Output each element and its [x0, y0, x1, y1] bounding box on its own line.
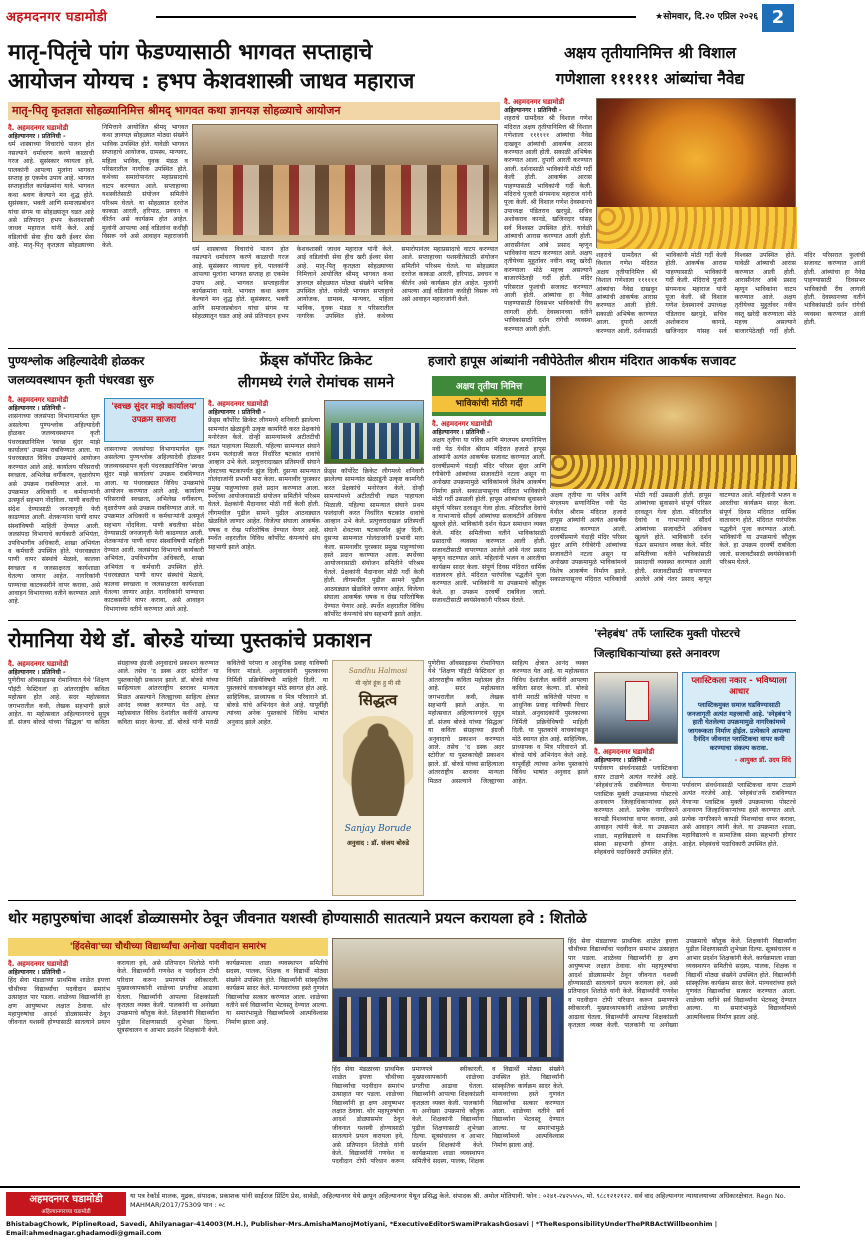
story-ahilya-body-col1: [8, 396, 100, 616]
story-ganesh-body-left: [504, 98, 592, 344]
book-author-script: Sandhu Halmosi: [348, 667, 408, 675]
article-body: शासनाच्या जलसंपदा विभागामार्फत सुरू असलेल्या पुण्यश्लोक अहिल्यादेवी होळकर जलव्यवस्थापन कृती पंधरवड्यानिमित्त 'स्वच्छ सुंदर माझे कार्यालय' उपक्रम राबविण्यात आला. या पंधरवड्यात विविध उपक्रमांचे आयोजन करण्यात आले आहे. कार्यालय परिसराची स्वच्छता, अभिलेख वर्गीकरण, वृक्षारोपण असे उपक्रम राबविण्यात आले. या उपक्रमात अधिकारी व कर्मचाऱ्यांनी उत्स्फूर्त सहभाग नोंदविला. पाणी बचतीचा संदेश देण्यासाठी जनजागृती फेरी काढण्यात आली. शेतकऱ्यांना पाणी वापर संस्थांविषयी माहिती देण्यात आली. जलसंपदा विभागाचे कार्यकारी अभियंता, उपविभागीय अधिकारी, शाखा अभियंता व कर्मचारी उपस्थित होते. पंधरवड्यात पाणी वापर संस्थांचे मेळावे, कालवा स्वच्छता व जलसाक्षरता कार्यशाळा घेतल्या जाणार आहेत. नागरिकांनी पाण्याचा काटकसरीने वापर करावा, असे आवाहन विभागाच्या वतीने करण्यात आले आहे.: [8, 413, 100, 606]
headline-line-2: जिल्हाधिकाऱ्यांच्या हस्ते अनावरण: [594, 648, 720, 660]
story-romania-body-continued: [428, 660, 588, 896]
callout-line-1: अक्षय तृतीया निमित्त: [455, 382, 523, 392]
story-plastic-body: [594, 748, 678, 896]
book-line: मी न्होरं हूंक हु मी सी: [355, 680, 401, 687]
article-body-continued: पुणेरीया ऑवसाइडन्स रोमानियात येथे 'शिक्षण पॉइंटी फेस्टिवल' हा आंतरराष्ट्रीय कविता महोत्सव होत आहे. सदर महोत्सवात जगभरातील कवी, लेखक सहभागी झाले आहेत. या महोत्सवात अहिल्यानगरचे सुपुत्र डॉ. संजय बोरुडे यांच्या 'सिद्धत्व' या कविता संग्रहाच्या इंग्रजी अनुवादाचे प्रकाशन करण्यात आले. तसेच 'द डस्क अदर स्टोरीज' या पुस्तकाचेही प्रकाशन झाले. डॉ. बोरुडे यांच्या साहित्याला आंतरराष्ट्रीय स्तरावर मान्यता मिळत असल्याने जिल्ह्याच्या साहित्य क्षेत्रात आनंद व्यक्त करण्यात येत आहे. या महोत्सवात विविध देशांतील कवींनी आपल्या कविता सादर केल्या. डॉ. बोरुडे यांनी मराठी कवितेची परंपरा व आधुनिक प्रवाह याविषयी विचार मांडले. अनुवादकांनी पुस्तकाच्या निर्मिती प्रक्रियेविषयी माहिती दिली. या पुस्तकांचे वाचकांकडून मोठे स्वागत होत आहे. साहित्यिक, प्राध्यापक व मित्र परिवाराने डॉ. बोरुडे यांचे अभिनंदन केले आहे. यापूर्वीही त्यांच्या अनेक पुस्तकांचे विविध भाषांत अनुवाद झाले आहेत.: [428, 660, 588, 785]
story-bhagwat-headline: [8, 38, 500, 100]
photo-figures: [203, 165, 489, 235]
dateline: अहिल्यानगर । प्रतिनिधी -: [594, 757, 652, 764]
story-ganesh-body-continued: [596, 252, 865, 344]
subheading-text: मातृ-पितृ कृतज्ञता सोहळ्यानिमित्त श्रीमद् भागवत कथा ज्ञानयज्ञ सोहळ्याचे आयोजन: [12, 104, 341, 117]
article-body: हिंद सेवा मंडळाच्या प्राथमिक शाळेत इयत्ता चौथीच्या विद्यार्थ्यांचा पदवीदान समारंभ उत्साहात पार पडला. शाळेच्या विद्यार्थ्यांनी हा क्षण आयुष्यभर लक्षात ठेवावा. थोर महापुरुषांचा आदर्श डोळ्यासमोर ठेवून जीवनात यशस्वी होण्यासाठी सातत्याने प्रयत्न करायला हवे, असे प्रतिपादन शितोळे यांनी केले. विद्यार्थ्यांनी गणवेश व पदवीदान टोपी परिधान करून प्रमाणपत्रे स्वीकारली. मुख्याध्यापकांनी शाळेच्या प्रगतीचा आढावा घेतला. विद्यार्थ्यांनी आपल्या शिक्षकांप्रती कृतज्ञता व्यक्त केली. पालकांनी या अनोख्या उपक्रमाचे कौतुक केले. शिक्षकांनी विद्यार्थ्यांना पुढील शिक्षणासाठी शुभेच्छा दिल्या. सूत्रसंचालन व आभार प्रदर्शन शिक्षकांनी केले. कार्यक्रमाला शाळा व्यवस्थापन समितीचे सदस्य, पालक, शिक्षक व विद्यार्थी मोठ्या संख्येने उपस्थित होते. विद्यार्थ्यांनी सांस्कृतिक कार्यक्रम सादर केले. मान्यवरांच्या हस्ते गुणवंत विद्यार्थ्यांचा सत्कार करण्यात आला. शाळेच्या वतीने सर्व विद्यार्थ्यांना भेटवस्तू देण्यात आल्या. या समारंभामुळे विद्यार्थ्यांमध्ये आत्मविश्वास निर्माण झाला आहे.: [8, 960, 328, 1035]
article-body: पर्यावरण संवर्धनासाठी प्लास्टिकचा वापर टाळणे अत्यंत गरजेचे आहे. 'स्नेहबंध'तर्फे राबविण्यात येणाऱ्या प्लास्टिक मुक्ती उपक्रमाच्या पोस्टरचे अनावरण जिल्हाधिकाऱ्यांच्या हस्ते करण्यात आले. प्रत्येक नागरिकाने कापडी पिशव्यांचा वापर करावा, असे आवाहन त्यांनी केले. या उपक्रमात शाळा, महाविद्यालये व सामाजिक संस्था सहभागी होणार आहेत. स्नेहबंधचे पदाधिकारी उपस्थित होते.: [594, 765, 678, 857]
dateline: अहिल्यानगर । प्रतिनिधी -: [8, 669, 66, 676]
poster-title: प्लास्टिकला नकार - भविष्याला आधार: [691, 676, 787, 697]
divider: [8, 348, 796, 349]
story-ganesh-headline: [504, 40, 796, 96]
callout-text: 'हिंदसेवा'च्या चौथीच्या विद्यार्थ्यांचा अनोखा पदवीदान समारंभ: [69, 942, 267, 952]
story-romania-body: [8, 660, 328, 896]
story-bhagwat-body: [8, 124, 188, 344]
story-school-body: [8, 960, 328, 1182]
byline: दै. अहमदनगर घडामोडी: [594, 748, 655, 756]
story-bhagwat-subheading: [8, 102, 500, 120]
article-body: पुणेरीया ऑवसाइडन्स रोमानियात येथे 'शिक्षण पॉइंटी फेस्टिवल' हा आंतरराष्ट्रीय कविता महोत्सव होत आहे. सदर महोत्सवात जगभरातील कवी, लेखक सहभागी झाले आहेत. या महोत्सवात अहिल्यानगरचे सुपुत्र डॉ. संजय बोरुडे यांच्या 'सिद्धत्व' या कविता संग्रहाच्या इंग्रजी अनुवादाचे प्रकाशन करण्यात आले. तसेच 'द डस्क अदर स्टोरीज' या पुस्तकाचेही प्रकाशन झाले. डॉ. बोरुडे यांच्या साहित्याला आंतरराष्ट्रीय स्तरावर मान्यता मिळत असल्याने जिल्ह्याच्या साहित्य क्षेत्रात आनंद व्यक्त करण्यात येत आहे. या महोत्सवात विविध देशांतील कवींनी आपल्या कविता सादर केल्या. डॉ. बोरुडे यांनी मराठी कवितेची परंपरा व आधुनिक प्रवाह याविषयी विचार मांडले. अनुवादकांनी पुस्तकाच्या निर्मिती प्रक्रियेविषयी माहिती दिली. या पुस्तकांचे वाचकांकडून मोठे स्वागत होत आहे. साहित्यिक, प्राध्यापक व मित्र परिवाराने डॉ. बोरुडे यांचे अभिनंदन केले आहे. यापूर्वीही त्यांच्या अनेक पुस्तकांचे विविध भाषांत अनुवाद झाले आहेत.: [8, 660, 328, 727]
mango-stack: [597, 207, 797, 249]
school-callout-bar: [8, 938, 328, 956]
story-cricket-body-continued: [324, 468, 424, 616]
ahilya-callout-box: [104, 398, 204, 442]
mango-decoration: [551, 455, 797, 489]
article-body: धर्म शास्त्राच्या विचारांचे पालन होत नसल्याने धर्माचरण करणे काळाची गरज आहे. सुसंस्कार व्यायला हवे, पालकांनी आपल्या मुलांना भागवत सप्ताह हा एकमेव उपाय आहे. भागवत सप्ताहातील कार्यक्रमांना यावे. भागवत कथा श्रवण केल्याने मन शुद्ध होते. सुसंस्कार, भक्ती आणि समाजप्रबोधन यांचा संगम या सोहळ्यातून घडत आहे असे प्रतिपादन हभप केशवशास्त्री जाधव महाराज यांनी केले. आई वडिलांची सेवा हीच खरी ईश्वर सेवा आहे. मातृ-पितृ कृतज्ञता सोहळ्याच्या निमित्ताने आयोजित श्रीमद् भागवत कथा ज्ञानयज्ञ सोहळ्यात मोठ्या संख्येने भाविक उपस्थित होते. यावेळी भागवत सप्ताहाचे आयोजक, ग्रामस्थ, मान्यवर, महिला भाविक, युवक मंडळ व परिसरातील नागरिक उपस्थित होते. कथेच्या समारोपानंतर महाप्रसादाचे वाटप करण्यात आले. सप्ताहाच्या यशस्वीतेसाठी संयोजन समितीने परिश्रम घेतले. या सोहळ्यात दररोज काकडा आरती, हरिपाठ, प्रवचन व कीर्तन असे कार्यक्रम होत आहेत. मुलांनी आपल्या आई वडिलांना कधीही विसरू नये असे आवाहन महाराजांनी केले.: [8, 124, 188, 250]
article-body-continued: धर्म शास्त्राच्या विचारांचे पालन होत नसल्याने धर्माचरण करणे काळाची गरज आहे. सुसंस्कार व्यायला हवे, पालकांनी आपल्या मुलांना भागवत सप्ताह हा एकमेव उपाय आहे. भागवत सप्ताहातील कार्यक्रमांना यावे. भागवत कथा श्रवण केल्याने मन शुद्ध होते. सुसंस्कार, भक्ती आणि समाजप्रबोधन यांचा संगम या सोहळ्यातून घडत आहे असे प्रतिपादन हभप केशवशास्त्री जाधव महाराज यांनी केले. आई वडिलांची सेवा हीच खरी ईश्वर सेवा आहे. मातृ-पितृ कृतज्ञता सोहळ्याच्या निमित्ताने आयोजित श्रीमद् भागवत कथा ज्ञानयज्ञ सोहळ्यात मोठ्या संख्येने भाविक उपस्थित होते. यावेळी भागवत सप्ताहाचे आयोजक, ग्रामस्थ, मान्यवर, महिला भाविक, युवक मंडळ व परिसरातील नागरिक उपस्थित होते. कथेच्या समारोपानंतर महाप्रसादाचे वाटप करण्यात आले. सप्ताहाच्या यशस्वीतेसाठी संयोजन समितीने परिश्रम घेतले. या सोहळ्यात दररोज काकडा आरती, हरिपाठ, प्रवचन व कीर्तन असे कार्यक्रम होत आहेत. मुलांनी आपल्या आई वडिलांना कधीही विसरू नये असे आवाहन महाराजांनी केले.: [192, 246, 498, 321]
masthead-paper-name: अहमदनगर घडामोडी: [6, 10, 108, 25]
story-cricket-headline: [208, 350, 424, 396]
footer-logo: [6, 1192, 126, 1216]
poster-text: प्लास्टिकमुक्त समाज घडविण्यासाठी जनजागृती अत्यंत महत्त्वाची आहे. 'स्नेहबंध'ने हाती घेतलेल्या उपक्रमामुळे नागरिकांमध्ये जागरूकता निर्माण होईल. प्रत्येकाने आपल्या दैनंदिन जीवनात प्लास्टिकचा वापर कमी करण्याचा संकल्प करावा.: [687, 701, 791, 752]
masthead-rule: [156, 16, 636, 18]
headline-line-1: अक्षय तृतीयानिमित्त श्री विशाल: [563, 44, 737, 62]
dateline: अहिल्यानगर । प्रतिनिधी -: [432, 429, 490, 436]
headline-line-1: फ्रेंड्स कॉर्पोरेट क्रिकेट: [259, 353, 373, 369]
footer-imprint-1: या पत्र रेकॉर्ड मालक, मुद्रक, संपादक, प्रकाशक यांनी साईराज प्रिंटिंग प्रेस, सावेडी, अहिल्यानगर येथे छापून अहिल्यानगर येथून प्रसिद्ध केले. संपादक श्री. अमोल मोतियानी. फोन : ०२४१-२४२५५५५, मो. ९८८१२१२१२२. सर्व वाद अहिल्यानगर न्यायालयाच्या अधिकारक्षेत्रात. Regn No. MAHMAR/2017/75309 पान : ०८: [130, 1192, 786, 1209]
byline: दै. अहमदनगर घडामोडी: [504, 98, 565, 106]
story-romania-headline: [8, 624, 588, 656]
story-mango-body: [432, 420, 546, 616]
headline-line-2: आयोजन योग्यच : हभप केशवशास्त्री जाधव महाराज: [8, 69, 415, 94]
divider: [8, 620, 796, 621]
byline: दै. अहमदनगर घडामोडी: [8, 660, 69, 668]
byline: दै. अहमदनगर घडामोडी: [432, 420, 493, 428]
article-body-continued: शासनाच्या जलसंपदा विभागामार्फत सुरू असलेल्या पुण्यश्लोक अहिल्यादेवी होळकर जलव्यवस्थापन कृती पंधरवड्यानिमित्त 'स्वच्छ सुंदर माझे कार्यालय' उपक्रम राबविण्यात आला. या पंधरवड्यात विविध उपक्रमांचे आयोजन करण्यात आले आहे. कार्यालय परिसराची स्वच्छता, अभिलेख वर्गीकरण, वृक्षारोपण असे उपक्रम राबविण्यात आले. या उपक्रमात अधिकारी व कर्मचाऱ्यांनी उत्स्फूर्त सहभाग नोंदविला. पाणी बचतीचा संदेश देण्यासाठी जनजागृती फेरी काढण्यात आली. शेतकऱ्यांना पाणी वापर संस्थांविषयी माहिती देण्यात आली. जलसंपदा विभागाचे कार्यकारी अभियंता, उपविभागीय अधिकारी, शाखा अभियंता व कर्मचारी उपस्थित होते. पंधरवड्यात पाणी वापर संस्थांचे मेळावे, कालवा स्वच्छता व जलसाक्षरता कार्यशाळा घेतल्या जाणार आहेत. नागरिकांनी पाण्याचा काटकसरीने वापर करावा, असे आवाहन विभागाच्या वतीने करण्यात आले आहे.: [104, 446, 204, 613]
dateline: अहिल्यानगर । प्रतिनिधी -: [8, 405, 66, 412]
headline-text: हजारो हापूस आंब्यांनी नवीपेठेतील श्रीराम मंदिरात आकर्षक सजावट: [428, 353, 736, 368]
graduates-row: [339, 997, 559, 1057]
article-body-continued: हिंद सेवा मंडळाच्या प्राथमिक शाळेत इयत्ता चौथीच्या विद्यार्थ्यांचा पदवीदान समारंभ उत्साहात पार पडला. शाळेच्या विद्यार्थ्यांनी हा क्षण आयुष्यभर लक्षात ठेवावा. थोर महापुरुषांचा आदर्श डोळ्यासमोर ठेवून जीवनात यशस्वी होण्यासाठी सातत्याने प्रयत्न करायला हवे, असे प्रतिपादन शितोळे यांनी केले. विद्यार्थ्यांनी गणवेश व पदवीदान टोपी परिधान करून प्रमाणपत्रे स्वीकारली. मुख्याध्यापकांनी शाळेच्या प्रगतीचा आढावा घेतला. विद्यार्थ्यांनी आपल्या शिक्षकांप्रती कृतज्ञता व्यक्त केली. पालकांनी या अनोख्या उपक्रमाचे कौतुक केले. शिक्षकांनी विद्यार्थ्यांना पुढील शिक्षणासाठी शुभेच्छा दिल्या. सूत्रसंचालन व आभार प्रदर्शन शिक्षकांनी केले. कार्यक्रमाला शाळा व्यवस्थापन समितीचे सदस्य, पालक, शिक्षक व विद्यार्थी मोठ्या संख्येने उपस्थित होते. विद्यार्थ्यांनी सांस्कृतिक कार्यक्रम सादर केले. मान्यवरांच्या हस्ते गुणवंत विद्यार्थ्यांचा सत्कार करण्यात आला. शाळेच्या वतीने सर्व विद्यार्थ्यांना भेटवस्तू देण्यात आल्या. या समारंभामुळे विद्यार्थ्यांमध्ये आत्मविश्वास निर्माण झाला आहे.: [332, 1066, 564, 1166]
dateline: अहिल्यानगर । प्रतिनिधी -: [8, 969, 66, 976]
footer-tagline: अहिल्यानगरच्या घडामोडी: [41, 1209, 91, 1215]
byline: दै. अहमदनगर घडामोडी: [208, 400, 269, 408]
footer-paper-name: अहमदनगर घडामोडी: [29, 1194, 103, 1205]
meditation-figure-icon: [343, 716, 413, 816]
cricket-team-photo: [324, 400, 424, 464]
mango-callout-box: [432, 376, 546, 416]
story-cricket-body: [208, 400, 320, 616]
masthead-logo: [6, 6, 156, 28]
article-body-continued: शहराचे ग्रामदैवत श्री विशाल गणेश मंदिरात अक्षय तृतीयानिमित्त श्री विशाल गणेशाला ११११११ आंब्यांचा नैवेद्य दाखवून आंब्यांची आकर्षक आरास करण्यात आली होती. सकाळी अभिषेक करण्यात आला. दुपारी आरती करण्यात आली. दर्शनासाठी भाविकांनी मोठी गर्दी केली होती. आकर्षक आरास पाहण्यासाठी भाविकांनी गर्दी केली. मंदिराचे पुजारी संगमनाथ महाराज यांनी पूजा केली. श्री विशाल गणेश देवस्थानचे उपाध्यक्ष पंडितराव खरपुडे, सचिव अशोकराव कानडे, खजिनदार यांसह सर्व विश्वस्त उपस्थित होते. यावेळी आंब्याची आरास करण्यात आली होती. आरासीनंतर आंबे प्रसाद म्हणून भाविकांना वाटप करण्यात आले. अक्षय तृतीयेच्या मुहूर्तावर नवीन वस्तू खरेदी करण्याला मोठे महत्त्व असल्याने बाजारपेठेतही गर्दी होती. मंदिर परिसरात फुलांची सजावट करण्यात आली होती. आंब्यांचा हा नैवेद्य पाहण्यासाठी दिवसभर भाविकांची रीघ लागली होती. देवस्थानच्या वतीने भाविकांसाठी दर्शन रांगेची व्यवस्था करण्यात आली होती.: [596, 252, 865, 335]
dateline: अहिल्यानगर । प्रतिनिधी -: [504, 107, 562, 114]
byline: दै. अहमदनगर घडामोडी: [8, 960, 69, 968]
book-title: सिद्धत्व: [358, 691, 398, 709]
footer-imprint-2: BhistabagChowk, PiplineRoad, Savedi, Ahilyanagar-414003(M.H.), Publisher-Mrs.AmishaManojMotiyani, *ExecutiveEditorSwamiPrakashGosavi | *TheResponsibilityUnderThePRBActWillbeonhim | Email:ahmednagar.ghadamodi@gmail.com: [6, 1220, 718, 1237]
poster-credit: - आयुक्त डॉ. उदय शिंदे: [734, 755, 791, 764]
headline-line-2: गणेशाला ११११११ आंब्यांचा नैवेद्य: [555, 70, 745, 88]
shriram-temple-photo: [550, 376, 796, 488]
callout-text: 'स्वच्छ सुंदर माझे कार्यालय' उपक्रम साजरा: [111, 402, 197, 425]
article-body-right: हिंद सेवा मंडळाच्या प्राथमिक शाळेत इयत्ता चौथीच्या विद्यार्थ्यांचा पदवीदान समारंभ उत्साहात पार पडला. शाळेच्या विद्यार्थ्यांनी हा क्षण आयुष्यभर लक्षात ठेवावा. थोर महापुरुषांचा आदर्श डोळ्यासमोर ठेवून जीवनात यशस्वी होण्यासाठी सातत्याने प्रयत्न करायला हवे, असे प्रतिपादन शितोळे यांनी केले. विद्यार्थ्यांनी गणवेश व पदवीदान टोपी परिधान करून प्रमाणपत्रे स्वीकारली. मुख्याध्यापकांनी शाळेच्या प्रगतीचा आढावा घेतला. विद्यार्थ्यांनी आपल्या शिक्षकांप्रती कृतज्ञता व्यक्त केली. पालकांनी या अनोख्या उपक्रमाचे कौतुक केले. शिक्षकांनी विद्यार्थ्यांना पुढील शिक्षणासाठी शुभेच्छा दिल्या. सूत्रसंचालन व आभार प्रदर्शन शिक्षकांनी केले. कार्यक्रमाला शाळा व्यवस्थापन समितीचे सदस्य, पालक, शिक्षक व विद्यार्थी मोठ्या संख्येने उपस्थित होते. विद्यार्थ्यांनी सांस्कृतिक कार्यक्रम सादर केले. मान्यवरांच्या हस्ते गुणवंत विद्यार्थ्यांचा सत्कार करण्यात आला. शाळेच्या वतीने सर्व विद्यार्थ्यांना भेटवस्तू देण्यात आल्या. या समारंभामुळे विद्यार्थ्यांमध्ये आत्मविश्वास निर्माण झाला आहे.: [568, 938, 796, 1030]
dateline: अहिल्यानगर । प्रतिनिधी -: [208, 409, 266, 416]
ganesh-mango-photo: [596, 98, 796, 248]
divider: [8, 900, 796, 901]
story-school-body-right: [568, 938, 796, 1124]
graduation-group-photo: [332, 938, 564, 1062]
headline-line-2: लीगमध्ये रंगले रोमांचक सामने: [237, 375, 395, 391]
byline: दै. अहमदनगर घडामोडी: [8, 124, 69, 132]
plastic-quote-box: [682, 672, 796, 778]
headline-text: रोमानिया येथे डॉ. बोरुडे यांच्या पुस्तकांचे प्रकाशन: [8, 628, 372, 652]
callout-line-2: भाविकांची मोठी गर्दी: [432, 396, 546, 412]
article-body: शहराचे ग्रामदैवत श्री विशाल गणेश मंदिरात अक्षय तृतीयानिमित्त श्री विशाल गणेशाला ११११११ आंब्यांचा नैवेद्य दाखवून आंब्यांची आकर्षक आरास करण्यात आली होती. सकाळी अभिषेक करण्यात आला. दुपारी आरती करण्यात आली. दर्शनासाठी भाविकांनी मोठी गर्दी केली होती. आकर्षक आरास पाहण्यासाठी भाविकांनी गर्दी केली. मंदिराचे पुजारी संगमनाथ महाराज यांनी पूजा केली. श्री विशाल गणेश देवस्थानचे उपाध्यक्ष पंडितराव खरपुडे, सचिव अशोकराव कानडे, खजिनदार यांसह सर्व विश्वस्त उपस्थित होते. यावेळी आंब्याची आरास करण्यात आली होती. आरासीनंतर आंबे प्रसाद म्हणून भाविकांना वाटप करण्यात आले. अक्षय तृतीयेच्या मुहूर्तावर नवीन वस्तू खरेदी करण्याला मोठे महत्त्व असल्याने बाजारपेठेतही गर्दी होती. मंदिर परिसरात फुलांची सजावट करण्यात आली होती. आंब्यांचा हा नैवेद्य पाहण्यासाठी दिवसभर भाविकांची रीघ लागली होती. देवस्थानच्या वतीने भाविकांसाठी दर्शन रांगेची व्यवस्था करण्यात आली होती.: [504, 115, 592, 333]
article-body: अक्षय तृतीया या पवित्र आणि मंगलमय सणानिमित्त नवी पेठ येथील श्रीराम मंदिरात हजारो हापूस आंब्यांनी अत्यंत आकर्षक सजावट करण्यात आली. दरवर्षीप्रमाणे यंदाही मंदिर परिसर सुंदर आणि रंगीबेरंगी आंब्यांच्या सजावटीने नटला असून या अनोख्या उपक्रमामुळे भाविकांमध्ये विशेष आकर्षण निर्माण झाले. सकाळपासूनच मंदिरात भाविकांची मोठी गर्दी उसळली होती. हापूस आंब्यांच्या सुवासाने संपूर्ण परिसर दरवळून गेला होता. मंदिरातील देवांचे व गाभाऱ्याचे सौंदर्य आंब्यांच्या सजावटीने अधिकच खुलले होते. भाविकांनी दर्शन घेऊन समाधान व्यक्त केले. मंदिर समितीच्या वतीने भाविकांसाठी प्रसादाची व्यवस्था करण्यात आली होती. सजावटीसाठी वापरण्यात आलेले आंबे नंतर प्रसाद म्हणून वाटण्यात आले. महिलांनी भजन व आरतीचा कार्यक्रम सादर केला. संपूर्ण दिवस मंदिरात धार्मिक वातावरण होते. मंदिरात पारंपरिक पद्धतीने पूजा करण्यात आली. भाविकांनी या उपक्रमाचे कौतुक केले. हा उपक्रम दरवर्षी राबविला जातो. सजावटीसाठी स्वयंसेवकांनी परिश्रम घेतले.: [432, 437, 546, 605]
book-signature: Sanjay Borude: [344, 824, 412, 834]
story-ahilya-headline: [8, 352, 204, 392]
plastic-poster-photo: [594, 672, 678, 744]
dateline: अहिल्यानगर । प्रतिनिधी -: [8, 133, 66, 140]
team-players: [331, 423, 419, 459]
story-plastic-body-continued: [682, 782, 796, 896]
book-translator: अनुवाद : डॉ. संजय बोरुडे: [346, 839, 410, 847]
book-cover: [332, 660, 424, 896]
story-school-body-continued: [332, 1066, 564, 1182]
story-mango-headline: [428, 350, 796, 372]
bhagwat-ceremony-photo: [192, 124, 498, 242]
poster-board: [625, 681, 649, 721]
footer: [0, 1186, 800, 1248]
article-body-continued: फ्रेंड्स कॉर्पोरेट क्रिकेट लीगमध्ये शनिवारी झालेल्या सामन्यांत खेळाडूंनी उत्कृष्ट कामगिरी करत प्रेक्षकांचे मनोरंजन केले. दोन्ही सामन्यांमध्ये अटीतटीची लढत पाहायला मिळाली. पहिल्या सामन्यात संघाने प्रथम फलंदाजी करत निर्धारित षटकांत धावांचे आव्हान उभे केले. प्रत्युत्तरादाखल प्रतिस्पर्धी संघाने शेवटच्या षटकापर्यंत झुंज दिली. दुसऱ्या सामन्यात गोलंदाजांनी प्रभावी मारा केला. सामनावीर पुरस्कार प्रमुख पाहुण्यांच्या हस्ते प्रदान करण्यात आला. स्पर्धेच्या आयोजनासाठी संयोजन समितीने परिश्रम घेतले. प्रेक्षकांनी मैदानावर मोठी गर्दी केली होती. लीगमधील पुढील सामने पुढील आठवड्यात खेळविले जाणार आहेत. विजेत्या संघाला आकर्षक चषक व रोख पारितोषिक देण्यात येणार आहे. स्पर्धेत शहरातील विविध कॉर्पोरेट कंपन्यांचे संघ सहभागी झाले आहेत.: [324, 468, 424, 618]
headline-line-1: 'स्नेहबंध' तर्फे प्लास्टिक मुक्ती पोस्टरचे: [594, 628, 741, 640]
page-number: 2: [762, 4, 794, 32]
byline: दै. अहमदनगर घडामोडी: [8, 396, 69, 404]
story-school-headline: [8, 904, 796, 934]
article-body: फ्रेंड्स कॉर्पोरेट क्रिकेट लीगमध्ये शनिवारी झालेल्या सामन्यांत खेळाडूंनी उत्कृष्ट कामगिरी करत प्रेक्षकांचे मनोरंजन केले. दोन्ही सामन्यांमध्ये अटीतटीची लढत पाहायला मिळाली. पहिल्या सामन्यात संघाने प्रथम फलंदाजी करत निर्धारित षटकांत धावांचे आव्हान उभे केले. प्रत्युत्तरादाखल प्रतिस्पर्धी संघाने शेवटच्या षटकापर्यंत झुंज दिली. दुसऱ्या सामन्यात गोलंदाजांनी प्रभावी मारा केला. सामनावीर पुरस्कार प्रमुख पाहुण्यांच्या हस्ते प्रदान करण्यात आला. स्पर्धेच्या आयोजनासाठी संयोजन समितीने परिश्रम घेतले. प्रेक्षकांनी मैदानावर मोठी गर्दी केली होती. लीगमधील पुढील सामने पुढील आठवड्यात खेळविले जाणार आहेत. विजेत्या संघाला आकर्षक चषक व रोख पारितोषिक देण्यात येणार आहे. स्पर्धेत शहरातील विविध कॉर्पोरेट कंपन्यांचे संघ सहभागी झाले आहेत.: [208, 417, 320, 551]
story-ahilya-body-col2: [104, 446, 204, 616]
headline-line-1: मातृ-पितृंचे पांग फेडण्यासाठी भागवत सप्ताहाचे: [8, 40, 373, 65]
article-body-continued: पर्यावरण संवर्धनासाठी प्लास्टिकचा वापर टाळणे अत्यंत गरजेचे आहे. 'स्नेहबंध'तर्फे राबविण्यात येणाऱ्या प्लास्टिक मुक्ती उपक्रमाच्या पोस्टरचे अनावरण जिल्हाधिकाऱ्यांच्या हस्ते करण्यात आले. प्रत्येक नागरिकाने कापडी पिशव्यांचा वापर करावा, असे आवाहन त्यांनी केले. या उपक्रमात शाळा, महाविद्यालये व सामाजिक संस्था सहभागी होणार आहेत. स्नेहबंधचे पदाधिकारी उपस्थित होते.: [682, 782, 796, 848]
headline-text: थोर महापुरुषांचा आदर्श डोळ्यासमोर ठेवून जीवनात यशस्वी होण्यासाठी सातत्याने प्रयत्न करायला हवे : शितोळे: [8, 910, 587, 927]
masthead-date: ★सोमवार, दि.२० एप्रिल २०२६: [655, 12, 758, 22]
story-plastic-headline: [594, 624, 796, 668]
headline-line-2: जलव्यवस्थापन कृती पंधरवडा सुरु: [8, 373, 154, 387]
story-mango-body-continued: [550, 492, 796, 616]
headline-line-1: पुण्यश्लोक अहिल्यादेवी होळकर: [8, 354, 145, 368]
masthead: [0, 0, 800, 40]
article-body-continued: अक्षय तृतीया या पवित्र आणि मंगलमय सणानिमित्त नवी पेठ येथील श्रीराम मंदिरात हजारो हापूस आंब्यांनी अत्यंत आकर्षक सजावट करण्यात आली. दरवर्षीप्रमाणे यंदाही मंदिर परिसर सुंदर आणि रंगीबेरंगी आंब्यांच्या सजावटीने नटला असून या अनोख्या उपक्रमामुळे भाविकांमध्ये विशेष आकर्षण निर्माण झाले. सकाळपासूनच मंदिरात भाविकांची मोठी गर्दी उसळली होती. हापूस आंब्यांच्या सुवासाने संपूर्ण परिसर दरवळून गेला होता. मंदिरातील देवांचे व गाभाऱ्याचे सौंदर्य आंब्यांच्या सजावटीने अधिकच खुलले होते. भाविकांनी दर्शन घेऊन समाधान व्यक्त केले. मंदिर समितीच्या वतीने भाविकांसाठी प्रसादाची व्यवस्था करण्यात आली होती. सजावटीसाठी वापरण्यात आलेले आंबे नंतर प्रसाद म्हणून वाटण्यात आले. महिलांनी भजन व आरतीचा कार्यक्रम सादर केला. संपूर्ण दिवस मंदिरात धार्मिक वातावरण होते. मंदिरात पारंपरिक पद्धतीने पूजा करण्यात आली. भाविकांनी या उपक्रमाचे कौतुक केले. हा उपक्रम दरवर्षी राबविला जातो. सजावटीसाठी स्वयंसेवकांनी परिश्रम घेतले.: [550, 492, 796, 584]
story-bhagwat-body-continued: [192, 246, 498, 344]
